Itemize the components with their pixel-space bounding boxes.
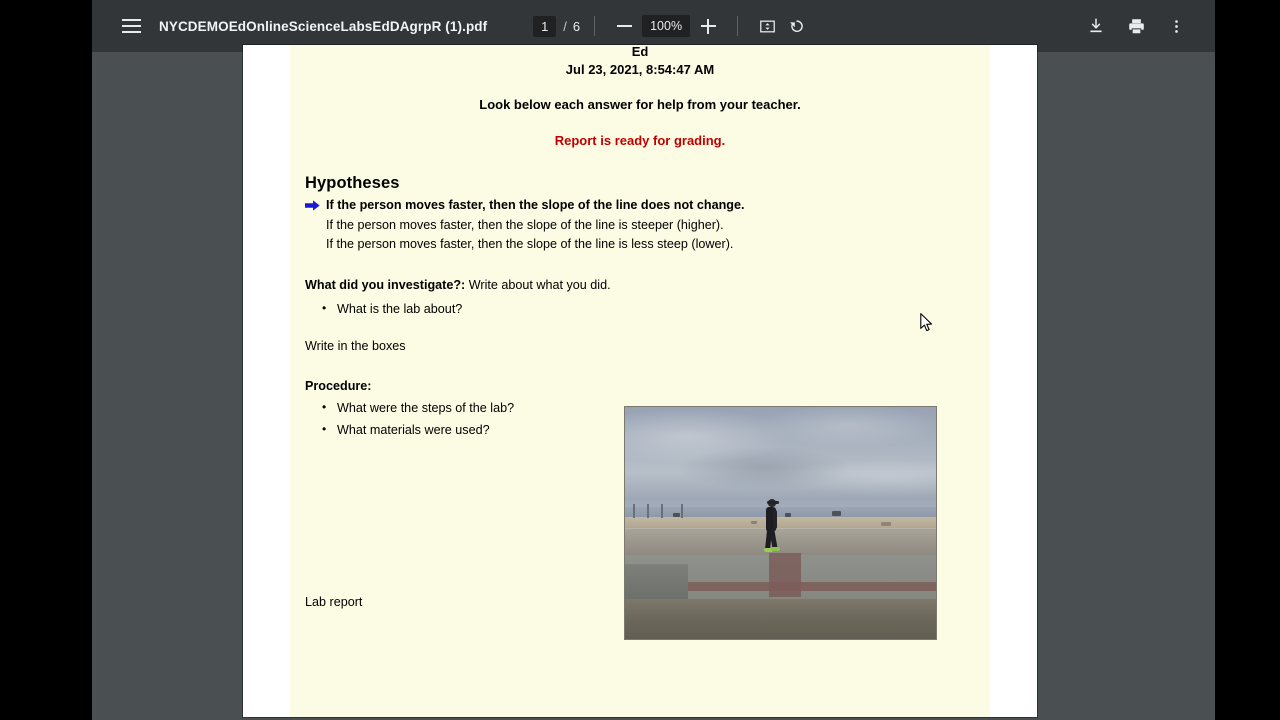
selection-arrow-icon [305,196,326,211]
photo-concrete-ledge [625,564,688,599]
fit-to-page-icon [759,18,776,35]
photo-brick-path-horizontal [685,582,937,591]
page-content-sheet [290,45,990,717]
more-options-button[interactable] [1161,11,1191,41]
investigate-prompt: Write about what you did. [468,277,611,292]
investigate-label: What did you investigate?: [305,277,466,292]
photo-person-walking [763,499,781,561]
status-badge: Report is ready for grading. [554,132,726,148]
hamburger-menu-icon[interactable] [114,9,148,43]
list-item: • What were the steps of the lab? [337,401,990,416]
download-icon [1087,17,1105,35]
toolbar-right-group [1081,11,1215,41]
toolbar-divider [594,16,595,36]
rotate-counterclockwise-icon [788,17,806,35]
zoom-level-display[interactable]: 100% [642,15,690,37]
report-timestamp: Jul 23, 2021, 8:54:47 AM [565,61,715,77]
zoom-in-button[interactable] [693,11,723,41]
more-vertical-icon [1168,18,1185,35]
photo-debris [785,513,791,517]
list-item: • What materials were used? [337,423,990,438]
rotate-button[interactable] [782,11,812,41]
teacher-help-note: Look below each answer for help from your teacher. [479,96,801,112]
hypothesis-text: If the person moves faster, then the slope of the line is less steep (lower). [326,237,734,252]
photo-debris [881,522,891,526]
lab-photo [624,406,937,640]
toolbar-divider-2 [737,16,738,36]
plus-icon [701,19,716,34]
student-name: Ed [631,44,649,59]
report-header [290,45,990,148]
print-button[interactable] [1121,11,1151,41]
hypothesis-text: If the person moves faster, then the slope of the line is steeper (higher). [326,217,724,232]
page-separator: / [563,18,567,34]
zoom-out-button[interactable] [609,11,639,41]
investigate-bullet-list [305,302,990,317]
hypothesis-text: If the person moves faster, then the slope of the line does not change. [326,197,745,212]
hypothesis-option-2[interactable] [305,216,990,236]
toolbar-left-group [92,9,487,43]
pdf-page [243,45,1037,717]
pdf-viewer [92,0,1215,720]
photo-near-sand [625,599,936,640]
document-title: NYCDEMOEdOnlineScienceLabsEdDAgrpR (1).pdf [159,18,488,34]
hypotheses-list [305,196,990,255]
hypothesis-option-3[interactable] [305,235,990,255]
hypothesis-option-1[interactable] [305,196,990,216]
lab-report-caption: Lab report [305,595,363,610]
page-total-count: 6 [572,18,581,34]
print-icon [1127,17,1146,36]
list-item: • What is the lab about? [337,302,990,317]
arrow-cursor [920,313,933,333]
download-button[interactable] [1081,11,1111,41]
investigate-question [305,277,990,295]
minus-icon [617,25,632,27]
page-navigation-group [533,11,812,41]
procedure-label: Procedure: [305,379,372,394]
hypotheses-heading: Hypotheses [305,173,400,192]
write-in-boxes-note: Write in the boxes [305,339,406,354]
page-number-input[interactable]: 1 [533,16,556,37]
photo-posts [629,503,699,519]
photo-debris [673,513,680,517]
photo-debris [832,511,841,516]
photo-debris [751,521,757,524]
fit-page-button[interactable] [752,11,782,41]
